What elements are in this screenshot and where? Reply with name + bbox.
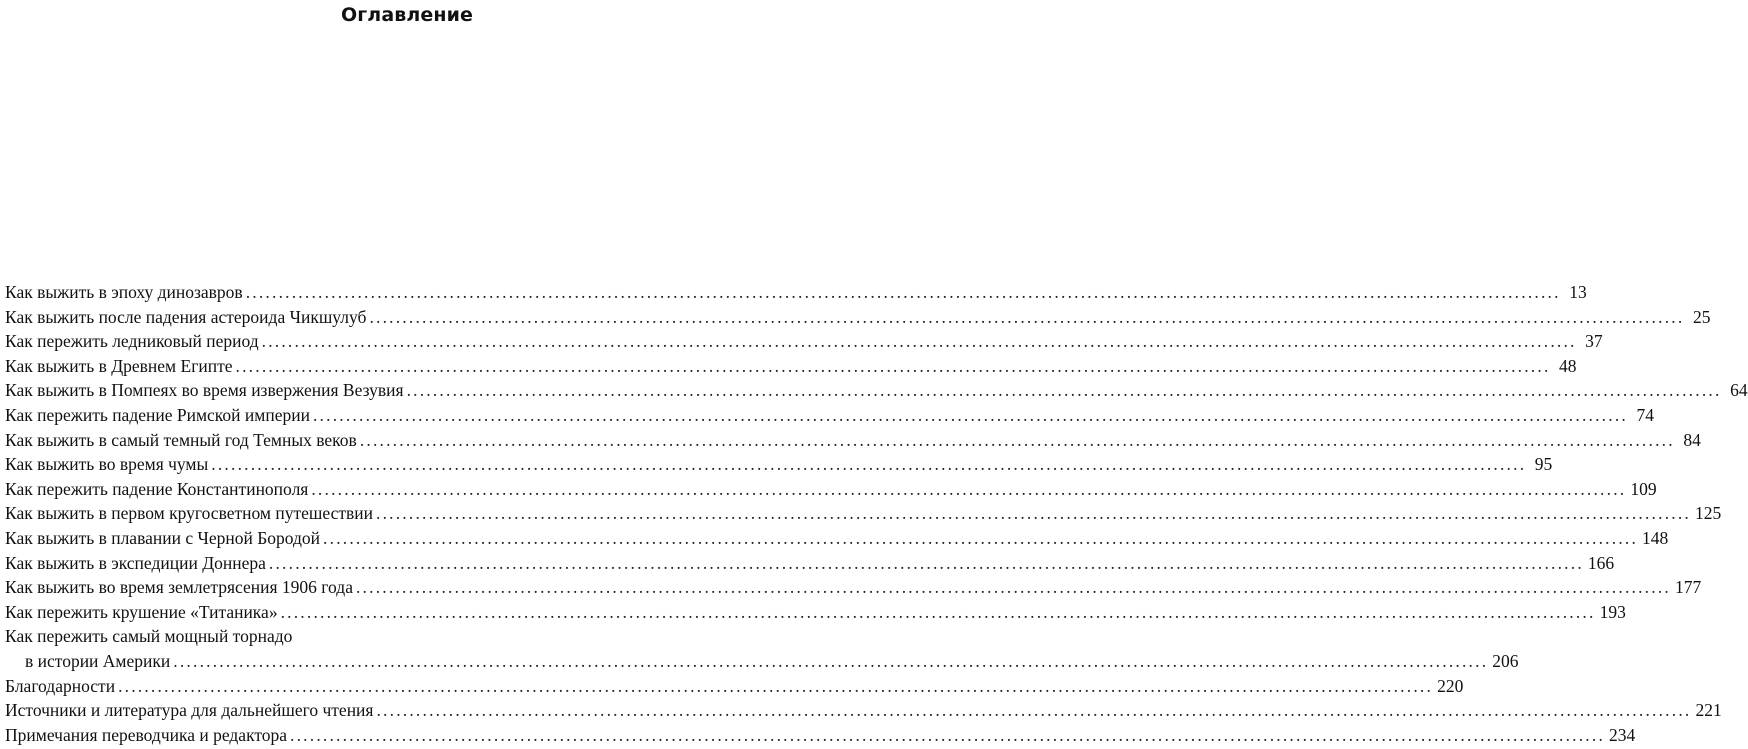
toc-page-number: 148 [1642,527,1669,548]
toc-page-number: 206 [1492,650,1519,671]
dot-leader: ........................................................................................................................................................................................................ [261,331,1577,352]
toc-entry-title: Как выжить в самый темный год Темных веков [5,429,357,450]
toc-entry [5,723,1636,748]
page-heading: Оглавление [341,4,473,26]
toc-entry-title: Примечания переводчика и редактора [5,724,288,745]
toc-page-number: 166 [1587,552,1615,573]
dot-leader: ........................................................................................................................................................................................................ [235,355,1551,376]
toc-entry-title: Как выжить в экспедиции Доннера [5,552,266,573]
toc-entry [5,526,1669,551]
toc-entry [5,674,1464,699]
toc-entry-title: в истории Америки [25,650,171,671]
toc-entry-title: Как выжить в Древнем Египте [5,355,233,376]
dot-leader: ........................................................................................................................................................................................................ [280,601,1596,622]
toc-entry-title: Как выжить во время чумы [5,454,209,475]
toc-entry [5,575,1702,600]
toc-entry [5,551,1615,576]
toc-entry-title: Как выжить в плавании с Черной Бородой [5,527,321,548]
table-of-contents [5,280,1748,747]
dot-leader: ........................................................................................................................................................................................................ [369,306,1685,327]
toc-entry-title: Как пережить самый мощный торнадо [5,626,293,647]
toc-page-number: 220 [1437,675,1464,696]
toc-entry [5,354,1577,379]
toc-page-number: 95 [1534,454,1553,475]
toc-page-number: 109 [1630,478,1657,499]
toc-entry [5,428,1701,453]
toc-page-number: 125 [1695,503,1722,524]
toc-entry [5,305,1711,330]
toc-entry-title: Как выжить в эпоху динозавров [5,282,243,302]
dot-leader: ........................................................................................................................................................................................................ [211,454,1527,475]
toc-page-number: 37 [1585,331,1603,352]
toc-entry [5,698,1722,723]
toc-entry-title: Источники и литература для дальнейшего чтения [5,700,374,721]
toc-page-number: 177 [1674,577,1702,598]
toc-entry [5,624,1519,673]
toc-entry-title: Как выжить в первом кругосветном путешествии [5,503,373,524]
dot-leader: ........................................................................................................................................................................................................ [312,404,1628,425]
dot-leader: ........................................................................................................................................................................................................ [355,577,1671,598]
toc-entry [5,600,1626,625]
toc-entry [5,329,1603,354]
dot-leader: ........................................................................................................................................................................................................ [323,527,1639,548]
dot-leader: ........................................................................................................................................................................................................ [173,650,1489,671]
toc-entry-title: Благодарности [5,675,116,696]
toc-entry-title: Как пережить падение Римской империи [5,404,310,425]
toc-entry [5,280,1587,305]
toc-entry [5,452,1553,477]
toc-entry-title: Как выжить во время землетрясения 1906 года [5,577,353,598]
toc-page-number: 48 [1559,355,1577,376]
toc-entry-title: Как выжить в Помпеях во время извержения Везувия [5,380,404,401]
toc-page-number: 25 [1692,306,1711,327]
toc-page-number: 13 [1569,282,1587,302]
dot-leader: ........................................................................................................................................................................................................ [359,429,1675,450]
toc-entry [5,501,1722,526]
toc-page-number: 221 [1695,700,1722,721]
dot-leader: ........................................................................................................................................................................................................ [376,503,1691,524]
toc-entry-title: Как пережить ледниковый период [5,331,259,352]
toc-entry-title: Как пережить падение Константинополя [5,478,309,499]
toc-entry-title: Как пережить крушение «Титаника» [5,601,278,622]
dot-leader: ........................................................................................................................................................................................................ [245,282,1561,302]
toc-page-number: 193 [1599,601,1626,622]
toc-entry [5,378,1748,403]
dot-leader: ........................................................................................................................................................................................................ [406,380,1722,401]
dot-leader: ........................................................................................................................................................................................................ [376,700,1692,721]
toc-page-number: 234 [1609,724,1636,745]
dot-leader: ........................................................................................................................................................................................................ [311,478,1627,499]
dot-leader: ........................................................................................................................................................................................................ [118,675,1434,696]
dot-leader: ........................................................................................................................................................................................................ [290,724,1606,745]
toc-entry-title: Как выжить после падения астероида Чикшулуб [5,306,367,327]
toc-page-number: 84 [1683,429,1701,450]
toc-page-number: 74 [1636,404,1654,425]
toc-entry [5,477,1657,502]
dot-leader: ........................................................................................................................................................................................................ [268,552,1584,573]
toc-entry [5,403,1654,428]
toc-page-number: 64 [1730,380,1748,401]
